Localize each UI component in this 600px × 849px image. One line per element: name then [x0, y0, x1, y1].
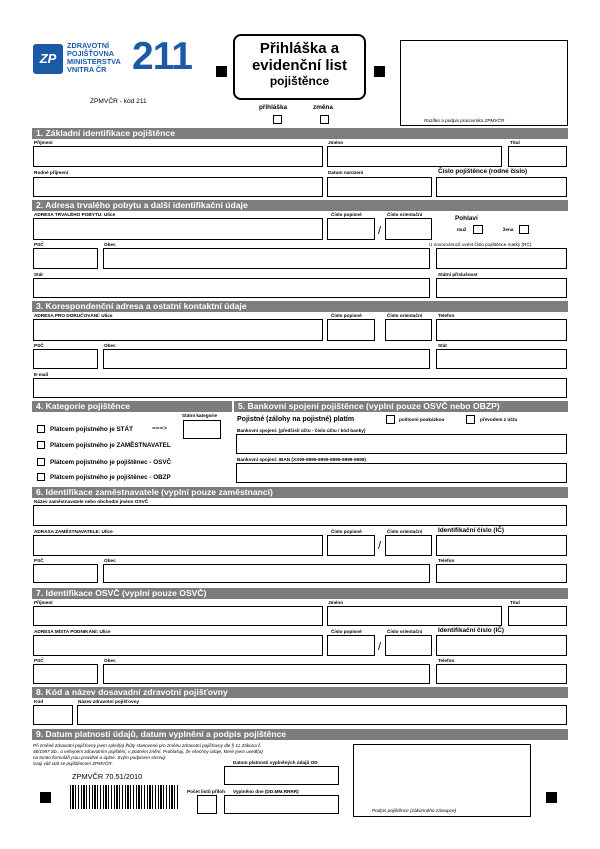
- telefon-field[interactable]: [436, 664, 567, 684]
- obec-field[interactable]: [103, 564, 430, 583]
- category-obzp[interactable]: [37, 473, 171, 482]
- label-obec: Obec: [104, 658, 116, 663]
- label-psc: PSČ: [34, 558, 44, 563]
- stat-field[interactable]: [436, 349, 567, 369]
- label-stat: Stát: [438, 343, 447, 348]
- label-obec: Obec: [104, 558, 116, 563]
- section-8-header: 8. Kód a název dosavadní zdravotní pojišťovny: [32, 687, 568, 698]
- osvc-prijmeni-field[interactable]: [33, 606, 323, 626]
- label-ic: Identifikační číslo (IČ): [438, 527, 505, 534]
- barcode: [70, 785, 180, 809]
- label-psc: PSČ: [34, 658, 44, 663]
- obec-field[interactable]: [103, 349, 430, 369]
- section-4-header: 4. Kategorie pojištěnce: [32, 401, 232, 412]
- label-email: E-mail: [34, 372, 49, 377]
- obec-field[interactable]: [103, 664, 430, 684]
- ulice-podnikani-field[interactable]: [33, 635, 323, 656]
- logo-line-1: ZDRAVOTNÍ: [67, 41, 110, 50]
- label-kod: Kód: [34, 699, 44, 704]
- label-psc: PSČ: [34, 343, 44, 348]
- label-platim: Pojistné (zálohy na pojistné) platím: [237, 416, 355, 423]
- prijmeni-field[interactable]: [33, 146, 323, 167]
- cislo-orientacni-field[interactable]: [385, 319, 432, 341]
- bankovni-spojeni-field[interactable]: [236, 434, 567, 454]
- ic-field[interactable]: [436, 535, 567, 556]
- statni-prislusnost-field[interactable]: [436, 278, 567, 298]
- cislo-popisne-field[interactable]: [327, 218, 375, 240]
- label-obec: Obec: [104, 242, 116, 247]
- declaration-line-4: svoji vůli stát se pojištěncem ZPMVČR.: [33, 761, 113, 766]
- vyplneno-dne-field[interactable]: [224, 795, 339, 814]
- label-cislo-orientacni: Číslo orientační: [387, 629, 423, 634]
- category-osvc-label: Plátcem pojistného je pojištěnec - OSVČ: [50, 459, 172, 466]
- form-title-line-2: evidenční list: [251, 57, 348, 74]
- number-separator: /: [378, 540, 382, 552]
- section-5-header: 5. Bankovní spojení pojištěnce (vyplní pouze OSVČ nebo OBZP): [234, 401, 568, 412]
- logo-line-4: VNITRA ČR: [67, 65, 107, 74]
- label-cislo-popisne: Číslo popisné: [331, 529, 362, 534]
- label-ulice-zamestnavatele: ADRASA ZAMĚSTNAVATELE: Ulice: [34, 529, 113, 534]
- category-stat-label: Plátcem pojistného je STÁT: [50, 426, 133, 433]
- declaration-line-1: Při změně zdravotní pojišťovny jsem splnil(a) lhůty stanovené pro změnu zdravotní pojišťovny dle § 11 Zákona č.: [33, 743, 262, 748]
- label-statni-prislusnost: Státní příslušnost: [438, 272, 478, 277]
- corner-marker: [40, 792, 51, 803]
- insurer-code: ZPMVČR - kód 211: [90, 98, 147, 105]
- nazev-zamestnavatele-field[interactable]: [33, 505, 567, 526]
- label-jmeno: Jméno: [328, 600, 344, 605]
- corner-marker: [216, 66, 227, 77]
- label-statni-kategorie: Státní kategorie: [182, 413, 218, 418]
- label-stat: Stát: [34, 272, 43, 277]
- label-psc: PSČ: [34, 242, 44, 247]
- label-rodne-prijmeni: Rodné příjmení: [34, 170, 69, 175]
- signature-caption: Podpis pojištěnce (zákonného zástupce): [372, 808, 457, 813]
- arrow-indicator: ===>: [152, 425, 168, 432]
- label-cislo-popisne: Číslo popisné: [331, 212, 362, 217]
- payment-poukazka-checkbox[interactable]: [386, 415, 395, 424]
- ulice-dorucovani-field[interactable]: [33, 319, 323, 341]
- label-pohlavi: Pohlaví: [455, 215, 478, 222]
- titul-field[interactable]: [508, 146, 567, 167]
- datum-platnosti-field[interactable]: [224, 766, 339, 785]
- option-zmena-checkbox[interactable]: [320, 115, 329, 124]
- section-1-header: 1. Základní identifikace pojištěnce: [32, 128, 568, 139]
- label-datum-platnosti: Datum platnosti vyplněných údajů OD: [233, 760, 318, 765]
- label-cislo-pojistence: Číslo pojištěnce (rodné číslo): [438, 168, 528, 175]
- insurer-logo: [33, 35, 192, 87]
- label-ic: Identifikační číslo (IČ): [438, 627, 505, 634]
- cislo-orientacni-field[interactable]: [385, 535, 432, 556]
- obec-field[interactable]: [103, 248, 430, 269]
- section-2-header: 2. Adresa trvalého pobytu a další identifikační údaje: [32, 200, 568, 211]
- form-title-line-3: pojištěnce: [269, 74, 330, 88]
- rodne-prijmeni-field[interactable]: [33, 177, 323, 197]
- gender-zena-checkbox[interactable]: [519, 225, 529, 234]
- section-3-header: 3. Korespondenční adresa a ostatní kontaktní údaje: [32, 301, 568, 312]
- iban-field[interactable]: [236, 463, 567, 483]
- label-cislo-orientacni: Číslo orientační: [387, 212, 423, 217]
- category-osvc-checkbox[interactable]: [37, 458, 45, 466]
- label-titul: Titul: [510, 600, 520, 605]
- section-9-header: 9. Datum platnosti údajů, datum vyplnění a podpis pojištěnce: [32, 729, 568, 740]
- form-title-line-1: Přihláška a: [259, 40, 340, 57]
- corner-marker: [546, 792, 557, 803]
- category-obzp-label: Plátcem pojistného je pojištěnec - OBZP: [50, 474, 171, 481]
- label-obec: Obec: [104, 343, 116, 348]
- label-cislo-orientacni: Číslo orientační: [387, 313, 423, 318]
- category-osvc[interactable]: [37, 458, 171, 467]
- label-nazev-zamestnavatele: Název zaměstnavatele nebo obchodní jméno OSVČ: [34, 499, 149, 504]
- psc-field[interactable]: [33, 349, 98, 369]
- cislo-orientacni-field[interactable]: [385, 635, 432, 656]
- label-prijmeni: Příjmení: [34, 140, 53, 145]
- category-zamestnavatel[interactable]: [37, 441, 171, 450]
- label-poukazka: poštovní poukázkou: [399, 417, 445, 422]
- category-obzp-checkbox[interactable]: [37, 473, 45, 481]
- label-ulice-podnikani: ADRESA MÍSTA PODNIKÁNÍ: Ulice: [34, 629, 111, 634]
- pocet-listu-field[interactable]: [197, 795, 217, 814]
- cislo-pojistence-field[interactable]: [436, 177, 567, 197]
- nazev-pojistovny-field[interactable]: [77, 705, 567, 725]
- kod-pojistovny-field[interactable]: [33, 705, 73, 725]
- logo-line-2: POJIŠŤOVNA: [67, 49, 115, 58]
- label-prijmeni: Příjmení: [34, 600, 53, 605]
- label-telefon: Telefon: [438, 313, 455, 318]
- option-zmena-label: změna: [313, 104, 333, 111]
- declaration-line-3: na tomto formuláři jsou pravdivé a úplné. Svým podpisem stvrzuji: [33, 755, 166, 760]
- label-zena: žena: [503, 227, 514, 232]
- jmeno-field[interactable]: [327, 146, 502, 167]
- psc-field[interactable]: [33, 664, 98, 684]
- label-prevod: převodem z účtu: [480, 417, 518, 422]
- label-datum-narozeni: Datum narození: [328, 170, 364, 175]
- stat-field[interactable]: [33, 278, 430, 298]
- number-separator: /: [378, 225, 382, 237]
- label-ulice-trvaly: ADRESA TRVALÉHO POBYTU: Ulice: [34, 212, 116, 217]
- label-ulice-dorucovani: ADRESA PRO DORUČOVÁNÍ: Ulice: [34, 313, 113, 318]
- section-7-header: 7. Identifikace OSVČ (vyplní pouze OSVČ): [32, 588, 568, 599]
- payment-prevod-checkbox[interactable]: [466, 415, 475, 424]
- osvc-jmeno-field[interactable]: [327, 606, 502, 626]
- psc-field[interactable]: [33, 248, 98, 269]
- gender-muz-checkbox[interactable]: [473, 225, 483, 234]
- label-bankovni-spojeni: Bankovní spojení: (předčíslí účtu - číslo účtu / kód banky): [237, 428, 366, 433]
- logo-mark: ZP: [33, 44, 63, 74]
- label-cislo-popisne: Číslo popisné: [331, 313, 362, 318]
- label-telefon: Telefon: [438, 658, 455, 663]
- category-zamestnavatel-checkbox[interactable]: [37, 441, 45, 449]
- category-stat[interactable]: [37, 425, 133, 434]
- osvc-titul-field[interactable]: [508, 606, 567, 626]
- osvc-ic-field[interactable]: [436, 635, 567, 656]
- label-telefon: Telefon: [438, 558, 455, 563]
- cislo-orientacni-field[interactable]: [385, 218, 432, 240]
- label-nazev-pojistovny: Název zdravotní pojišťovny: [78, 699, 140, 704]
- label-muz: muž: [457, 227, 467, 232]
- label-bankovni-iban: Bankovní spojení: IBAN (XX99-9999-9999-9999-9999-9999): [237, 457, 366, 462]
- telefon-field[interactable]: [436, 564, 567, 583]
- section-6-header: 6. Identifikace zaměstnavatele (vyplní pouze zaměstnanci): [32, 487, 568, 498]
- ulice-zamestnavatele-field[interactable]: [33, 535, 323, 556]
- option-prihlaska-label: přihláška: [259, 104, 288, 111]
- cislo-popisne-field[interactable]: [327, 535, 375, 556]
- email-field[interactable]: [33, 378, 567, 398]
- label-cislo-popisne: Číslo popisné: [331, 629, 362, 634]
- ulice-trvaly-field[interactable]: [33, 218, 323, 240]
- label-titul: Titul: [510, 140, 520, 145]
- stamp-caption: Razítko a podpis pracovníka ZPMVČR: [424, 118, 505, 123]
- psc-field[interactable]: [33, 564, 98, 583]
- label-jmeno: Jméno: [328, 140, 344, 145]
- stamp-box: [400, 40, 568, 126]
- category-stat-checkbox[interactable]: [37, 425, 45, 433]
- number-separator: /: [378, 641, 382, 653]
- signature-box[interactable]: [353, 744, 531, 817]
- form-code: ZPMVČR 70.51/2010: [72, 772, 143, 781]
- label-cislo-orientacni: Číslo orientační: [387, 529, 423, 534]
- label-vyplneno-dne: Vyplněno dne (DD.MM.RRRR): [233, 789, 299, 794]
- logo-line-3: MINISTERSTVA: [67, 57, 121, 66]
- label-pocet-listu: Počet listů příloh: [187, 789, 226, 794]
- cislo-popisne-field[interactable]: [327, 319, 375, 341]
- corner-marker: [374, 66, 385, 77]
- datum-narozeni-field[interactable]: [327, 177, 432, 197]
- label-novorozenci: U novorozenců uvést číslo pojištěnce matky (RČ): [429, 242, 532, 247]
- novorozenci-field[interactable]: [436, 248, 567, 269]
- form-title-box: [233, 34, 366, 100]
- telefon-field[interactable]: [436, 319, 567, 341]
- statni-kategorie-field[interactable]: [183, 420, 221, 439]
- option-prihlaska-checkbox[interactable]: [273, 115, 282, 124]
- declaration-line-2: 48/1997 Sb., o veřejném zdravotním pojištění, v platném znění. Prohlašuji, že všechny údaje, které jsem uvedl(a): [33, 749, 263, 754]
- cislo-popisne-field[interactable]: [327, 635, 375, 656]
- category-zamestnavatel-label: Plátcem pojistného je ZAMĚSTNAVATEL: [50, 442, 171, 449]
- logo-number: 211: [132, 35, 192, 78]
